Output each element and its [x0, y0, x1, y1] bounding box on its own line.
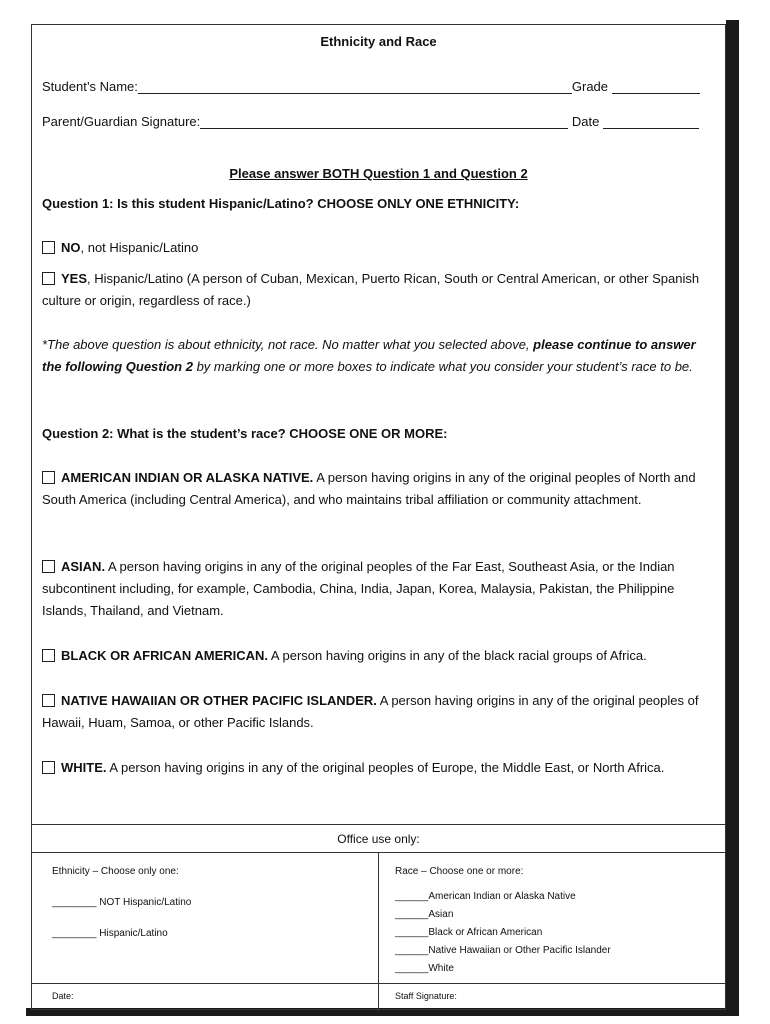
- signature-field[interactable]: [200, 114, 568, 129]
- office-column-divider: [378, 853, 379, 1011]
- office-eth-not: ________ NOT Hispanic/Latino: [52, 897, 192, 908]
- option-label: BLACK OR AFRICAN AMERICAN.: [61, 648, 269, 663]
- race-option-american-indian: [42, 467, 718, 511]
- ethnicity-note: [42, 334, 718, 378]
- office-header: Office use only:: [31, 825, 726, 853]
- checkbox-white[interactable]: [42, 761, 55, 774]
- grade-field[interactable]: [612, 79, 700, 94]
- option-label: WHITE.: [61, 760, 107, 775]
- option-label: ASIAN.: [61, 559, 106, 574]
- q1-option-no: [42, 237, 718, 259]
- office-race-item: ______Asian: [395, 909, 454, 920]
- office-use-section: [31, 824, 726, 1010]
- office-ethnicity-label: Ethnicity – Choose only one:: [52, 866, 179, 877]
- checkbox-yes[interactable]: [42, 272, 55, 285]
- option-label: NATIVE HAWAIIAN OR OTHER PACIFIC ISLANDER.: [61, 693, 377, 708]
- form-title: Ethnicity and Race: [320, 34, 437, 49]
- race-option-black: [42, 645, 718, 667]
- office-date-label: Date:: [52, 991, 74, 1001]
- student-name-row: [42, 79, 700, 94]
- page-shadow-right: [726, 20, 739, 1016]
- option-text: A person having origins in any of the original peoples of the Far East, Southeast Asia, or the Indian subcontinent including, for example, Cambodia, China, India, Japan, Korea, Malaysia, Pakistan, the Philippine Islands, Thailand, and Vietnam.: [42, 559, 675, 618]
- instruction: Please answer BOTH Question 1 and Question 2: [229, 166, 528, 181]
- option-text: A person having origins in any of the original peoples of North and South America (including Central America), and who maintains tribal affiliation or community attachment.: [42, 470, 696, 507]
- grade-label: Grade: [571, 79, 609, 94]
- office-race-item: ______Black or African American: [395, 927, 543, 938]
- q1-option-yes: [42, 268, 718, 312]
- office-race-item: ______American Indian or Alaska Native: [395, 891, 576, 902]
- option-text: A person having origins in any of the original peoples of Europe, the Middle East, or North Africa.: [106, 760, 665, 775]
- option-yes-text: , Hispanic/Latino (A person of Cuban, Mexican, Puerto Rican, South or Central American, or other Spanish culture or origin, regardless of race.): [42, 271, 700, 308]
- race-option-pacific-islander: [42, 690, 718, 734]
- checkbox-pacific-islander[interactable]: [42, 694, 55, 707]
- note-bold: please continue to answer the following Question 2: [42, 337, 696, 374]
- student-name-label: Student’s Name:: [42, 79, 138, 94]
- office-race-item: ______White: [395, 963, 454, 974]
- race-option-asian: [42, 556, 718, 622]
- office-eth-his: ________ Hispanic/Latino: [52, 928, 168, 939]
- office-row-divider: [31, 983, 726, 984]
- option-no-label: NO: [61, 240, 81, 255]
- race-option-white: [42, 757, 718, 779]
- office-race-label: Race – Choose one or more:: [395, 866, 524, 877]
- office-race-item: ______Native Hawaiian or Other Pacific Islander: [395, 945, 611, 956]
- checkbox-american-indian[interactable]: [42, 471, 55, 484]
- option-yes-label: YES: [61, 271, 88, 286]
- office-staff-label: Staff Signature:: [395, 991, 457, 1001]
- signature-label: Parent/Guardian Signature:: [42, 114, 201, 129]
- question-1: Question 1: Is this student Hispanic/Latino? CHOOSE ONLY ONE ETHNICITY:: [42, 196, 520, 211]
- date-field[interactable]: [603, 114, 699, 129]
- checkbox-asian[interactable]: [42, 560, 55, 573]
- question-2: Question 2: What is the student’s race? CHOOSE ONE OR MORE:: [42, 426, 448, 441]
- option-label: AMERICAN INDIAN OR ALASKA NATIVE.: [61, 470, 314, 485]
- note-text-1: *The above question is about ethnicity, not race. No matter what you selected above,: [42, 337, 534, 352]
- checkbox-no[interactable]: [42, 241, 55, 254]
- option-no-text: , not Hispanic/Latino: [80, 240, 199, 255]
- note-text-2: by marking one or more boxes to indicate what you consider your student’s race to be.: [192, 359, 693, 374]
- option-text: A person having origins in any of the black racial groups of Africa.: [268, 648, 647, 663]
- signature-row: [42, 114, 699, 129]
- checkbox-black[interactable]: [42, 649, 55, 662]
- option-text: A person having origins in any of the original peoples of Hawaii, Huam, Samoa, or other Pacific Islands.: [42, 693, 699, 730]
- student-name-field[interactable]: [138, 79, 572, 94]
- date-label: Date: [571, 114, 600, 129]
